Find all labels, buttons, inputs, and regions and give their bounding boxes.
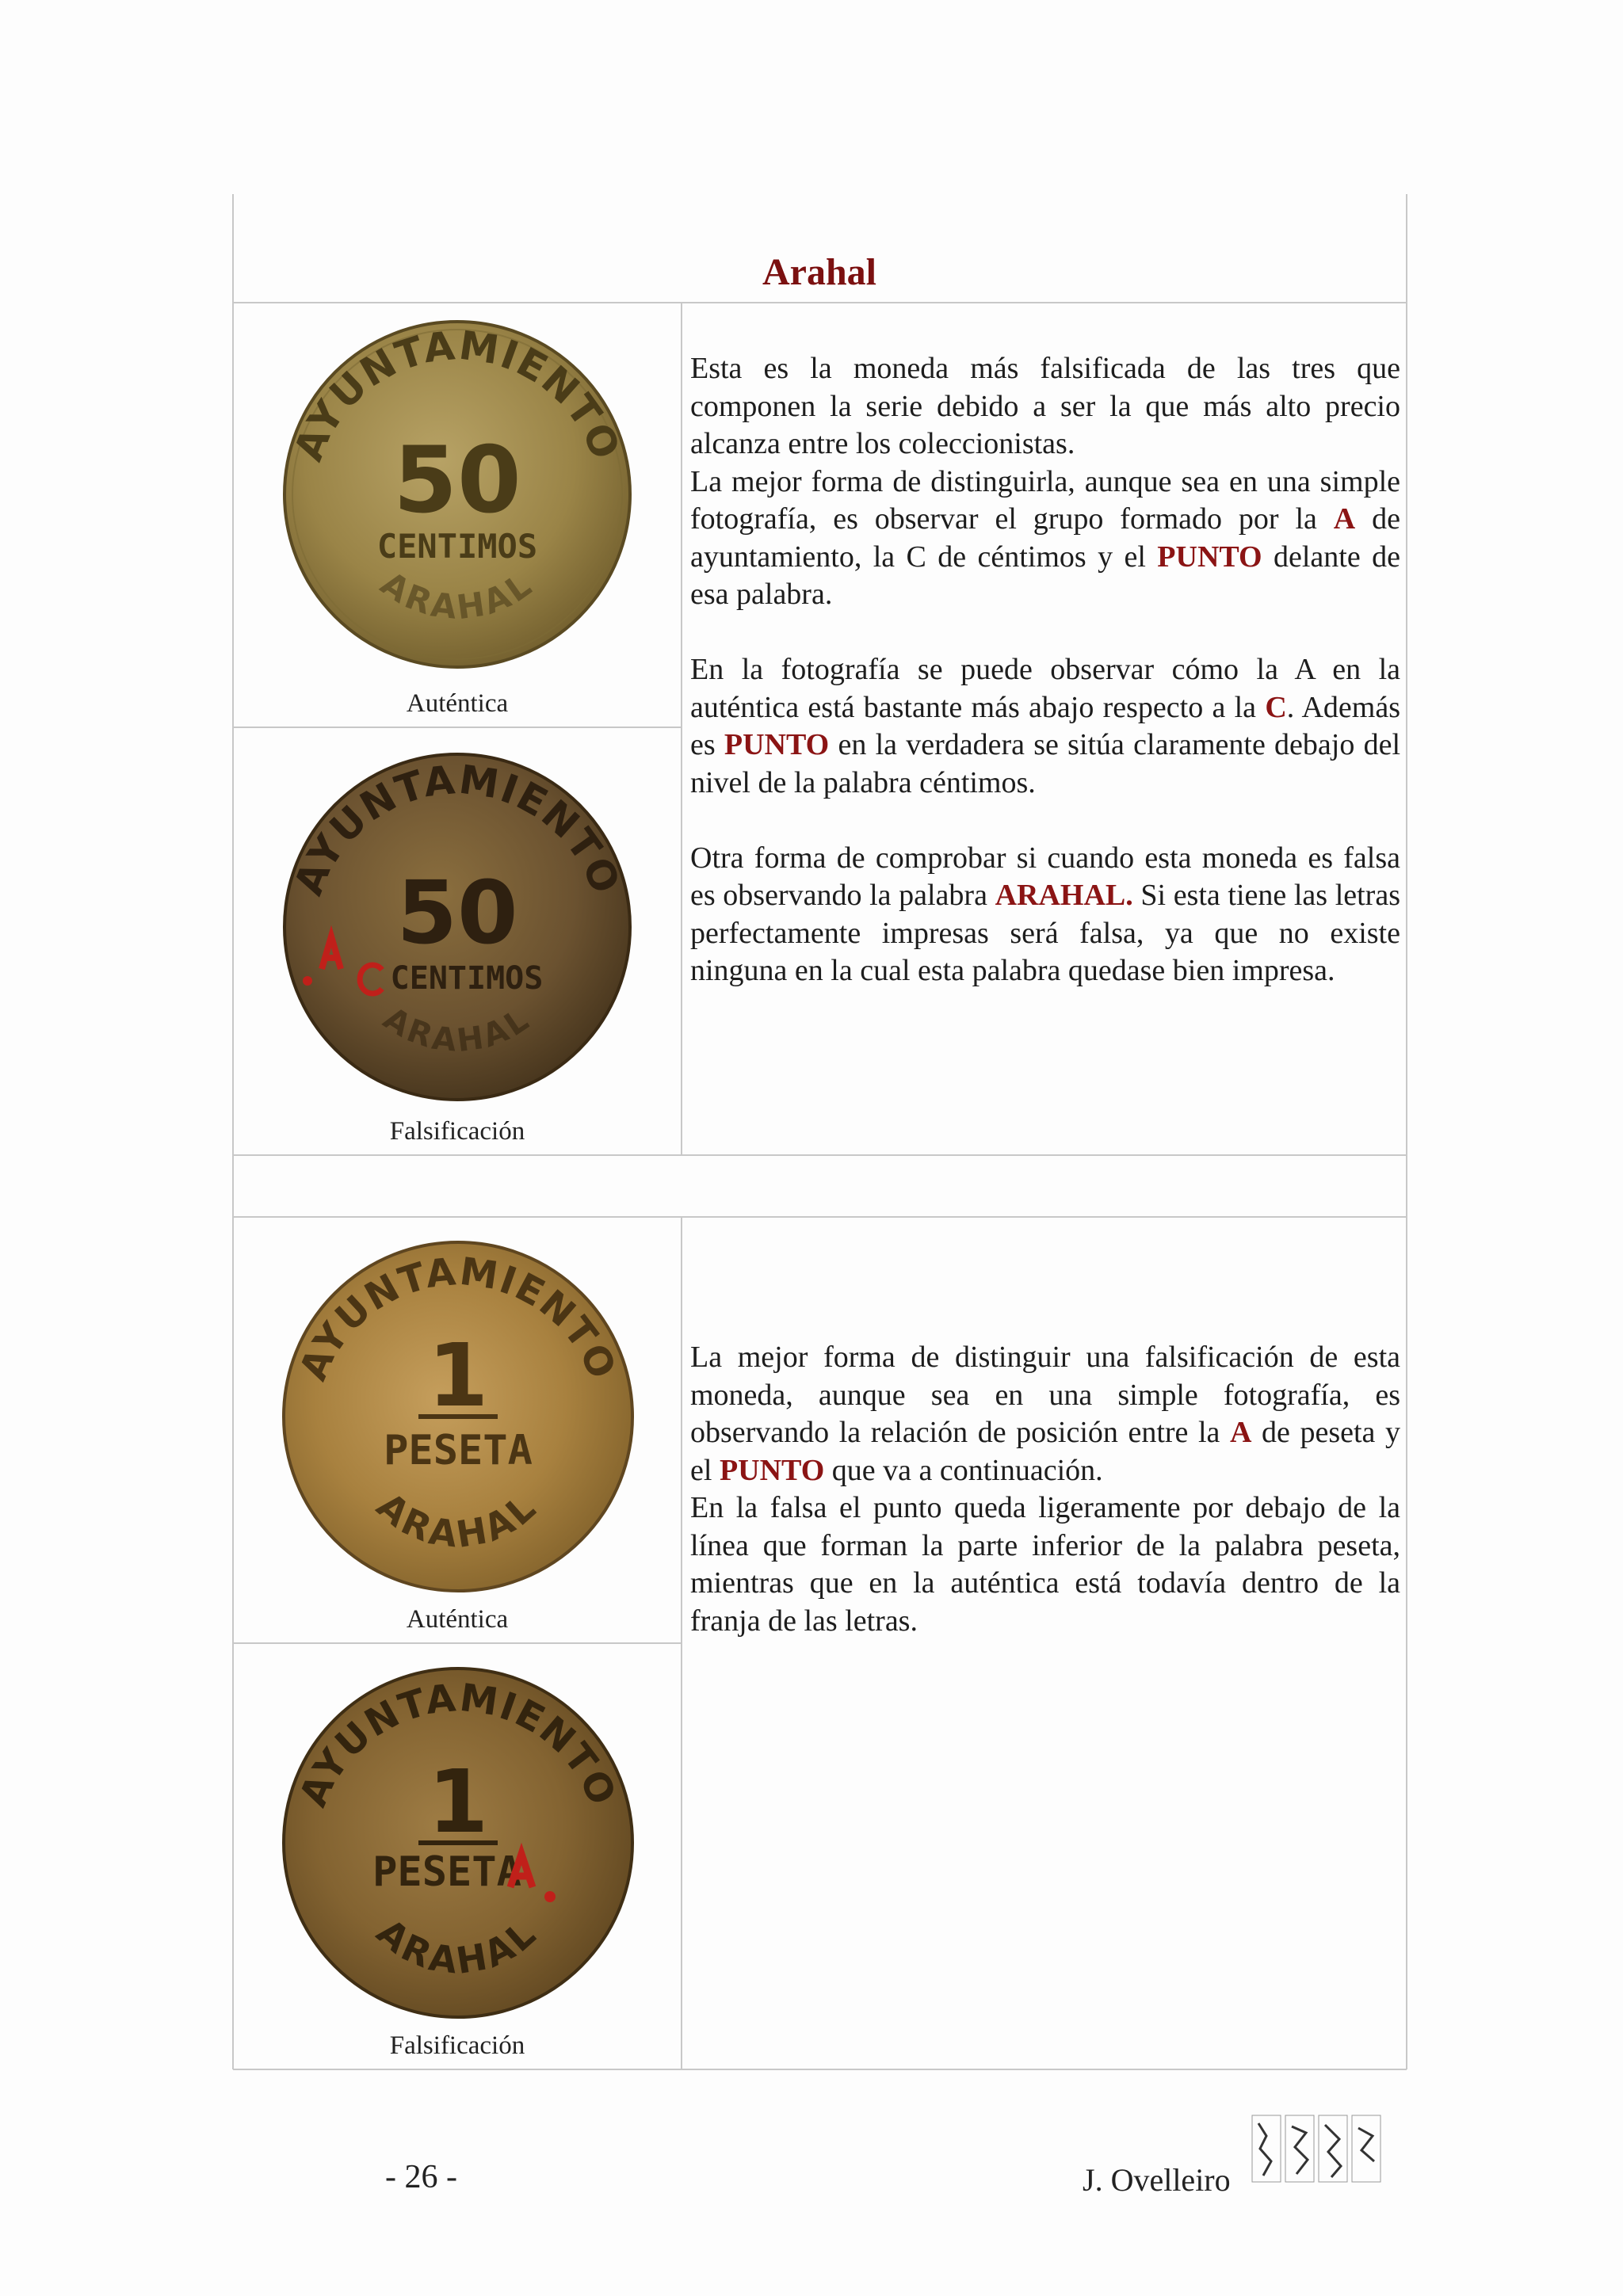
svg-text:ARAHAL: ARAHAL <box>369 1910 546 1983</box>
highlight-text: C <box>1265 690 1287 724</box>
page-number: - 26 - <box>385 2159 457 2195</box>
coin-caption-fake: Falsificación <box>389 1117 525 1146</box>
highlight-text: A <box>1333 502 1356 536</box>
svg-text:50: 50 <box>393 427 521 534</box>
coin-caption-authentic: Auténtica <box>406 1605 509 1634</box>
coin-image-1-peseta-fake <box>233 1645 682 2025</box>
author-name: J. Ovelleiro <box>1083 2162 1231 2198</box>
coin-cell-fake-50 <box>233 729 682 1155</box>
svg-text:CENTIMOS: CENTIMOS <box>390 960 544 997</box>
svg-text:ARAHAL: ARAHAL <box>376 1000 538 1060</box>
paragraph: Otra forma de comprobar si cuando esta moneda es falsa es observando la palabra ARAHAL. Si esta tiene las letras perfectamente impresas será falsa, ya que no existe ninguna en la cual esta palabra quedase bien impresa. <box>690 841 1400 987</box>
svg-text:50: 50 <box>396 862 518 963</box>
coin-cell-authentic-50 <box>233 304 682 727</box>
highlight-text: PUNTO <box>1157 540 1262 574</box>
paragraph: En la fotografía se puede observar cómo la A en la auténtica está bastante más abajo respecto a la C. Además es PUNTO en la verdadera se sitúa claramente debajo del nivel de la palabra céntimos. <box>690 653 1401 799</box>
coin-image-50-centimos-fake <box>233 729 682 1109</box>
svg-text:ARAHAL: ARAHAL <box>373 563 541 627</box>
coin-cell-fake-1 <box>233 1645 682 2069</box>
svg-text:1: 1 <box>427 1325 489 1426</box>
paragraph: Esta es la moneda más falsificada de las tres que componen la serie debido a ser la que más alto precio alcanza entre los coleccionistas. <box>690 352 1400 460</box>
svg-text:AYUNTAMIENTO: AYUNTAMIENTO <box>291 1675 625 1814</box>
svg-text:AYUNTAMIENTO: AYUNTAMIENTO <box>285 756 629 902</box>
svg-text:AYUNTAMIENTO: AYUNTAMIENTO <box>285 322 629 467</box>
svg-text:ARAHAL: ARAHAL <box>369 1484 546 1557</box>
highlight-text: A <box>1230 1416 1252 1449</box>
paragraph: En la falsa el punto queda ligeramente por debajo de la línea que forman la parte inferior de la palabra peseta, mientras que en la auténtica está todavía dentro de la franja de las letras. <box>690 1491 1400 1638</box>
svg-text:PESETA: PESETA <box>384 1427 533 1474</box>
page-title: Arahal <box>762 251 876 293</box>
highlight-dot-marker <box>544 1891 556 1902</box>
svg-text:CENTIMOS: CENTIMOS <box>376 527 538 566</box>
section1-description <box>690 350 1400 990</box>
coin-image-1-peseta-authentic <box>233 1219 682 1599</box>
paragraph: La mejor forma de distinguir una falsificación de esta moneda, aunque sea en una simple fotografía, es observando la relación de posición entre la A de peseta y el PUNTO que va a continuación. <box>690 1341 1400 1487</box>
coin-image-50-centimos-authentic <box>233 304 682 685</box>
coin-cell-authentic-1 <box>233 1219 682 1643</box>
highlight-text: PUNTO <box>724 728 830 761</box>
section2-description <box>690 1339 1400 1640</box>
highlight-text: ARAHAL. <box>995 879 1133 912</box>
paragraph: La mejor forma de distinguirla, aunque sea en una simple fotografía, es observar el grupo formado por la A de ayuntamiento, la C de céntimos y el PUNTO delante de esa palabra. <box>690 464 1400 611</box>
svg-text:PESETA: PESETA <box>372 1848 521 1896</box>
svg-text:AYUNTAMIENTO: AYUNTAMIENTO <box>291 1249 625 1387</box>
coin-caption-fake: Falsificación <box>389 2031 525 2060</box>
coin-caption-authentic: Auténtica <box>406 689 509 718</box>
author-logo-icon <box>1251 2112 1382 2188</box>
highlight-text: PUNTO <box>719 1453 825 1487</box>
highlight-dot-marker <box>303 976 312 986</box>
svg-text:1: 1 <box>427 1751 489 1852</box>
